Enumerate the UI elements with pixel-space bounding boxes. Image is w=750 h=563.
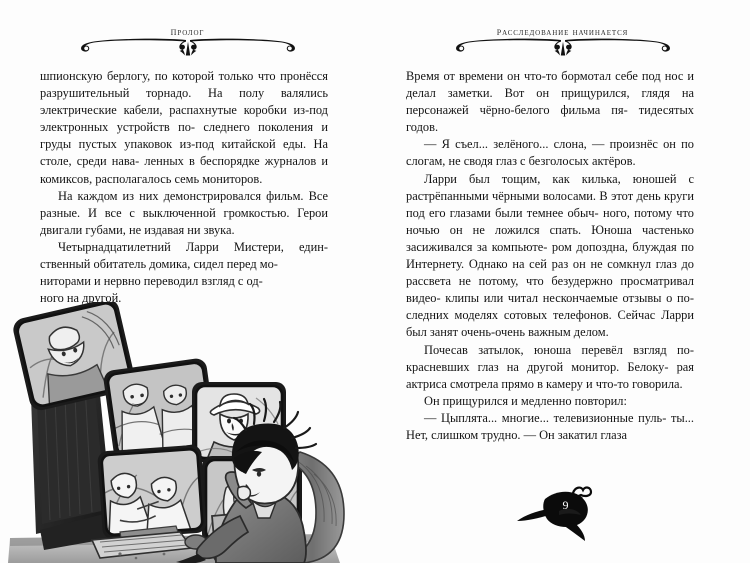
text-line: Все разные. И все с выключенной громкостью. xyxy=(40,188,328,220)
paragraph xyxy=(40,188,328,239)
text-line: Время от времени он что-то бормотал себе xyxy=(406,69,638,83)
text-line: Он прищурился и медленно повторил: xyxy=(424,393,627,408)
text-line: валялись электрические кабели, распахнутые xyxy=(40,86,328,118)
boy-at-multiple-monitors-illustration xyxy=(0,302,360,563)
paragraph xyxy=(406,410,694,444)
text-line: — Цыплята... многие... телевизионные пуль- xyxy=(424,410,667,425)
paragraph xyxy=(406,171,694,342)
flourish-divider-ornament xyxy=(73,36,303,58)
text-line: из-под китайской еды. На столе, среди нава- xyxy=(40,137,328,169)
text-line: Герои двигали губами, не издавая ни звука. xyxy=(40,205,328,237)
paragraph-wrapped-line xyxy=(40,273,328,290)
text-line: — Я съел... зелёного... слона, — произнёс он xyxy=(424,137,676,152)
text-line: под нос и делал заметки. Вот он прищурился, xyxy=(406,69,694,101)
text-line: пронёсся разрушительный торнадо. На полу xyxy=(40,69,328,101)
text-line: красневших глаз на другой монитор. Белоку- xyxy=(406,359,669,374)
paragraph xyxy=(406,68,694,136)
text-line: ственный обитатель домика, сидел перед мо- xyxy=(40,257,278,272)
text-line: на сей раз он не сомкнул глаз до рассвета не xyxy=(406,257,694,289)
folio xyxy=(375,485,750,545)
text-line: следних моделях сотовых телефонов. Сейчас xyxy=(406,308,656,323)
text-line: Ларри был занят очень-очень важным делом. xyxy=(406,308,694,340)
text-line: ного, потому что ночью он не ложился спать. xyxy=(406,205,694,237)
text-line: потому, что безудержно просматривал видео- xyxy=(406,274,694,306)
paragraph xyxy=(40,239,328,273)
text-line: ром допоздна, блуждая по Интернету. Однако xyxy=(406,239,694,272)
text-line: по слогам, не сводя глаз с безголосых актёров. xyxy=(406,137,694,169)
page-number: 9 xyxy=(562,498,569,512)
text-line: Четырнадцатилетний Ларри Мистери, един- xyxy=(58,239,328,254)
text-line: ного на другой. xyxy=(40,291,122,306)
text-line: На каждом из них демонстрировался фильм. xyxy=(58,188,304,203)
paragraph xyxy=(406,393,694,410)
text-line: говорила. xyxy=(632,376,683,391)
text-line: с растрёпанными чёрными волосами. В этот xyxy=(406,171,694,203)
text-line: рая актриса смотрела прямо в камеру и что-то xyxy=(406,359,694,391)
left-running-head-text: пролог xyxy=(170,26,205,38)
left-page-text-column xyxy=(40,68,328,307)
text-line: день круги под его глазами были темнее обыч- xyxy=(406,188,694,220)
text-line: Почесав затылок, юноша перевёл взгляд по- xyxy=(424,342,694,357)
text-line: Юноша частенько засиживался за компьюте- xyxy=(406,222,694,254)
text-line: следнего поколения и груды пустых упаковок xyxy=(40,120,328,152)
text-line: глядя на персонажей чёрно-белого фильма пя- xyxy=(406,86,694,118)
paragraph xyxy=(406,342,694,393)
crow-silhouette-folio-ornament xyxy=(515,485,611,541)
text-line: шпионскую берлогу, по которой только что xyxy=(40,69,276,83)
right-page-text-column xyxy=(406,68,694,444)
text-line: ниторами и нервно переводил взгляд с од- xyxy=(40,274,263,289)
text-line: располагалось семь мониторов. xyxy=(95,171,263,186)
right-page xyxy=(375,0,750,563)
text-line: Ларри был тощим, как килька, юношей xyxy=(424,171,677,186)
right-running-head-text: расследование начинается xyxy=(496,26,629,38)
text-line: ленных в беспорядке журналов и комиксов, xyxy=(40,154,328,186)
paragraph xyxy=(406,136,694,170)
text-line: клипы или читал нескончаемые отзывы о по- xyxy=(445,291,694,306)
paragraph xyxy=(40,68,328,188)
text-line: ты... Нет, слишком трудно. — Он закатил глаза xyxy=(406,410,694,442)
flourish-divider-ornament xyxy=(448,36,678,58)
text-line: коробки из-под электронных устройств по- xyxy=(40,103,328,135)
text-line: тидесятых годов. xyxy=(406,103,694,135)
